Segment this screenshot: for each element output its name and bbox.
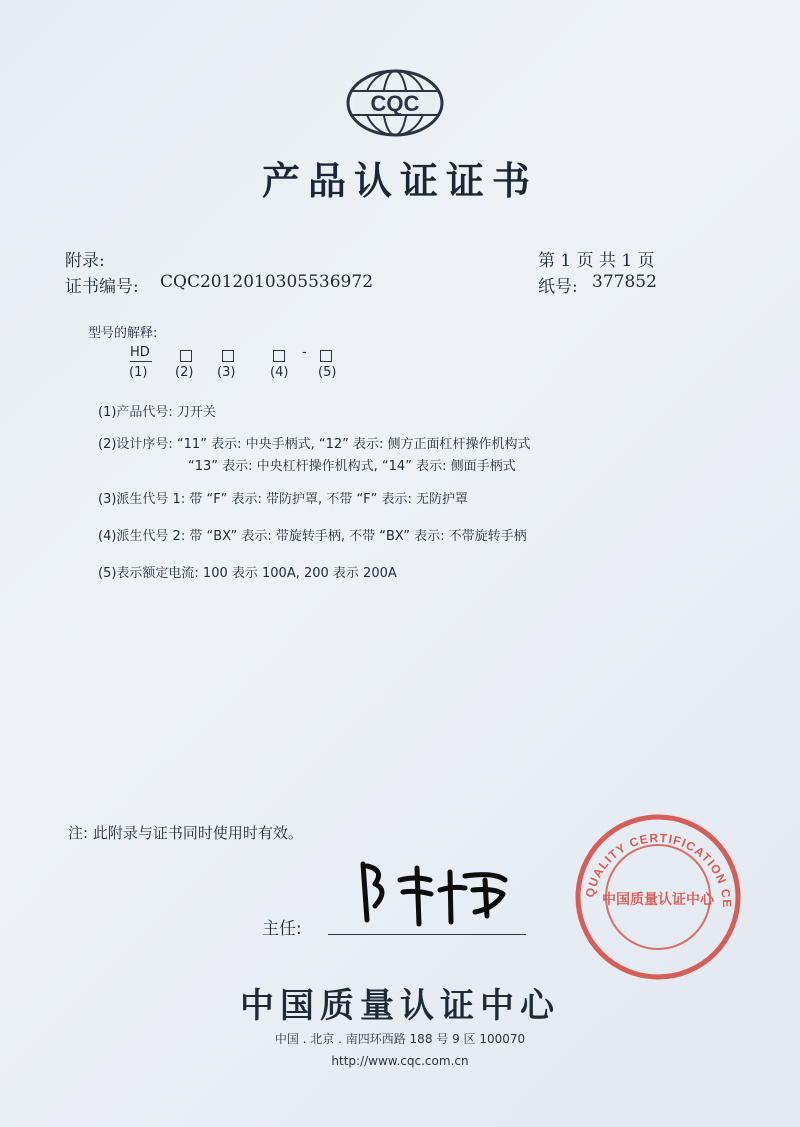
footer-url[interactable]: http://www.cqc.com.cn [331, 1054, 469, 1068]
item-1: (1)产品代号: 刀开关 [98, 405, 216, 420]
model-index-5: (5) [318, 365, 337, 380]
signature-line [328, 934, 526, 935]
model-dash: - [302, 345, 307, 360]
svg-text:中国质量认证中心: 中国质量认证中心 [602, 892, 714, 908]
model-box-4 [273, 347, 285, 366]
model-index-1: (1) [129, 365, 148, 380]
model-prefix: HD [130, 345, 150, 360]
footer-title: 中国质量认证中心 [240, 986, 560, 1026]
item-4: (4)派生代号 2: 带 “BX” 表示: 带旋转手柄, 不带 “BX” 表示: 不带旋转手柄 [98, 529, 527, 544]
model-index-2: (2) [175, 365, 194, 380]
footer-address: 中国 . 北京 . 南四环西路 188 号 9 区 100070 [274, 1032, 526, 1046]
page-info: 第 1 页 共 1 页 [538, 251, 655, 271]
paper-no-label: 纸号: [538, 277, 578, 297]
model-index-4: (4) [270, 365, 289, 380]
validity-note: 注: 此附录与证书同时使用时有效。 [68, 824, 303, 842]
item-2: (2)设计序号: “11” 表示: 中央手柄式, “12” 表示: 侧方正面杠杆操作机构式 [98, 437, 531, 452]
item-5: (5)表示额定电流: 100 表示 100A, 200 表示 200A [98, 566, 397, 581]
item-2-cont: “13” 表示: 中央杠杆操作机构式, “14” 表示: 侧面手柄式 [188, 459, 516, 474]
cert-no: CQC2012010305536972 [160, 272, 374, 292]
cert-no-label: 证书编号: [65, 277, 139, 297]
model-prefix-underline [130, 361, 152, 362]
svg-text:CQC: CQC [370, 91, 420, 116]
svg-text:CHINA QUALITY CERTIFICATION CE: QUALITY CERTIFICATION CE [582, 830, 735, 909]
model-box-2 [180, 347, 192, 366]
model-box-3 [222, 347, 234, 366]
item-3: (3)派生代号 1: 带 “F” 表示: 带防护罩, 不带 “F” 表示: 无防护罩 [98, 492, 469, 507]
cqc-logo [345, 68, 445, 138]
director-signature [345, 850, 525, 934]
official-seal [573, 812, 743, 986]
model-box-5 [320, 347, 332, 366]
paper-no: 377852 [592, 272, 657, 292]
certificate-title: 产品认证证书 [261, 158, 538, 203]
model-explain-label: 型号的解释: [88, 326, 158, 341]
appendix-label: 附录: [65, 251, 105, 271]
model-index-3: (3) [217, 365, 236, 380]
director-label: 主任: [262, 919, 302, 939]
